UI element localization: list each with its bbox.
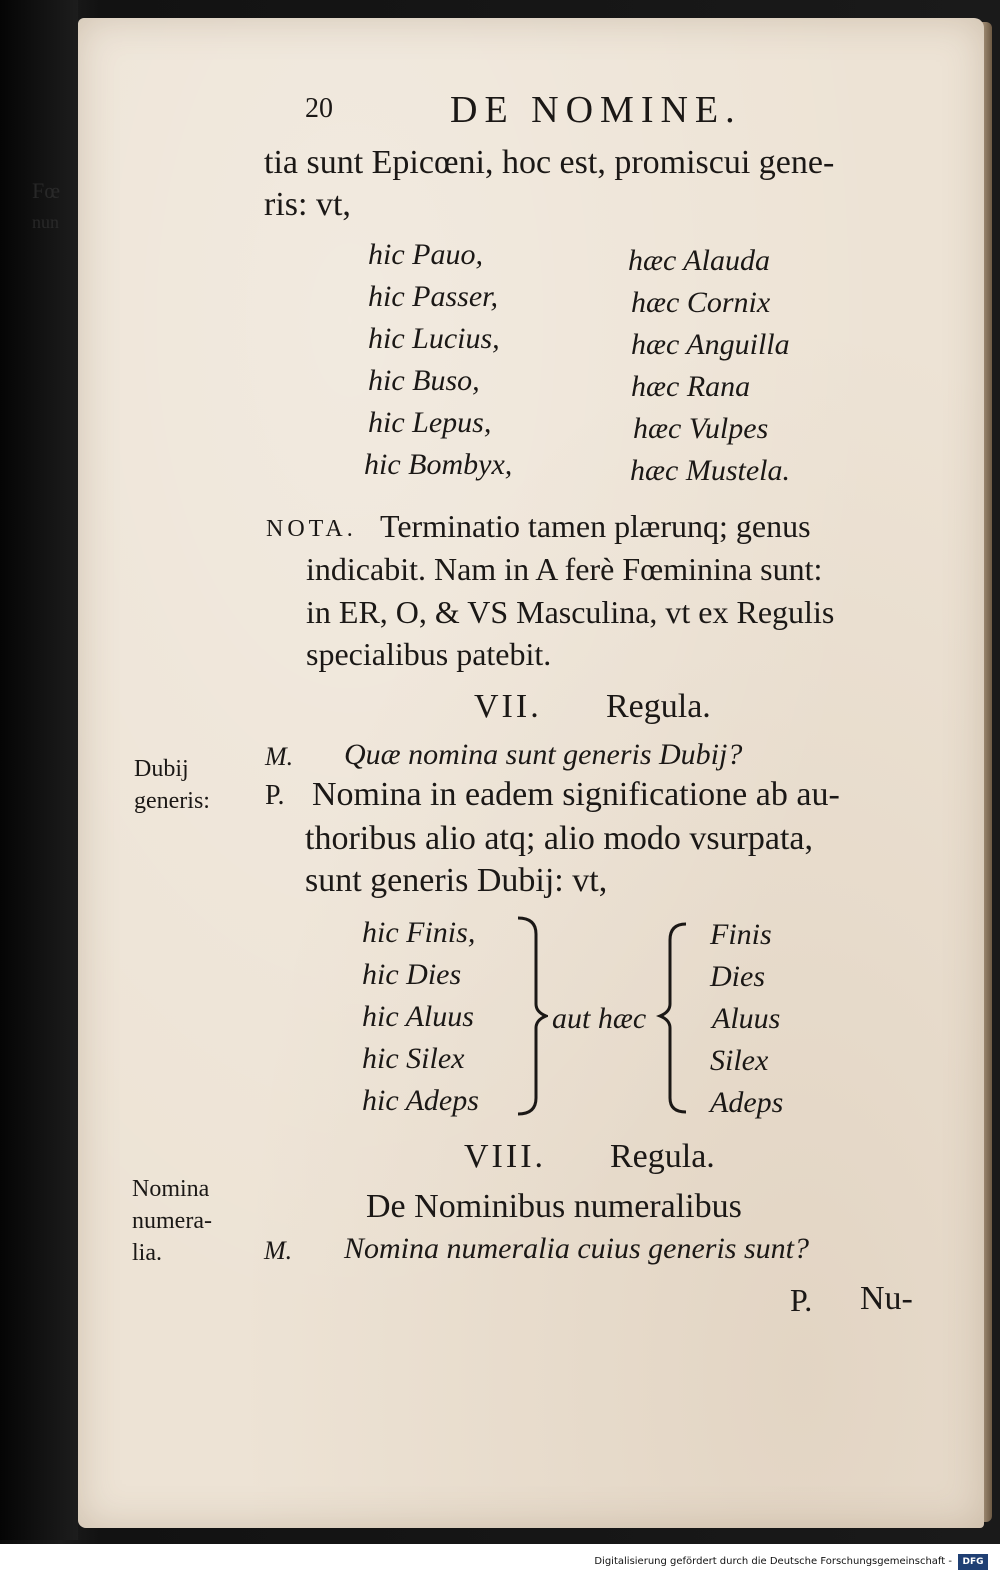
dubia-left-2: hic Dies bbox=[362, 958, 462, 991]
epicoena-right-2: hæc Cornix bbox=[631, 286, 771, 319]
catchword: Nu- bbox=[860, 1280, 913, 1317]
dubia-connector: aut hæc bbox=[552, 1002, 647, 1035]
rule-7-answer-line-2: thoribus alio atq; alio modo vsurpata, bbox=[305, 820, 814, 857]
rule-7-answer-speaker: P. bbox=[265, 780, 285, 811]
rule-8-title: Regula. bbox=[610, 1138, 715, 1175]
nota-line-1: Terminatio tamen plærunq; genus bbox=[380, 508, 811, 544]
epicoena-left-6: hic Bombyx, bbox=[364, 448, 513, 481]
footer-credit: Digitalisierung gefördert durch die Deutsche Forschungsgemeinschaft - bbox=[594, 1556, 952, 1567]
catchword-speaker: P. bbox=[790, 1282, 813, 1318]
running-title: DE NOMINE. bbox=[450, 89, 742, 131]
epicoena-right-3: hæc Anguilla bbox=[631, 328, 790, 361]
intro-line-2: ris: vt, bbox=[264, 186, 351, 223]
epicoena-left-5: hic Lepus, bbox=[368, 406, 492, 439]
margin-note-nomina-1: Nomina bbox=[132, 1176, 210, 1202]
rule-7-question: Quæ nomina sunt generis Dubij? bbox=[344, 738, 743, 771]
dubia-left-4: hic Silex bbox=[362, 1042, 465, 1075]
epicoena-right-6: hæc Mustela. bbox=[630, 454, 790, 487]
nota-line-4: specialibus patebit. bbox=[306, 636, 552, 672]
nota-line-2: indicabit. Nam in A ferè Fœminina sunt: bbox=[306, 551, 823, 587]
rule-7-title: Regula. bbox=[606, 688, 711, 725]
rule-7-answer-line-3: sunt generis Dubij: vt, bbox=[305, 862, 608, 899]
rule-7-numeral: VII. bbox=[474, 688, 542, 725]
rule-8-question-speaker: M. bbox=[264, 1236, 293, 1265]
margin-note-nomina-3: lia. bbox=[132, 1240, 162, 1266]
epicoena-right-5: hæc Vulpes bbox=[633, 412, 769, 445]
dubia-right-1: Finis bbox=[710, 918, 772, 951]
digitization-footer bbox=[0, 1544, 1000, 1584]
margin-note-dubij-1: Dubij bbox=[134, 756, 189, 782]
dfg-logo: DFG bbox=[958, 1554, 988, 1570]
dubia-left-1: hic Finis, bbox=[362, 916, 476, 949]
rule-7-answer-line-1: Nomina in eadem significatione ab au- bbox=[312, 776, 840, 813]
dubia-left-5: hic Adeps bbox=[362, 1084, 479, 1117]
nota-line-3: in ER, O, & VS Masculina, vt ex Regulis bbox=[306, 594, 835, 630]
epicoena-right-1: hæc Alauda bbox=[628, 244, 770, 277]
epicoena-right-4: hæc Rana bbox=[631, 370, 751, 403]
bleed-through-text-2: nun bbox=[32, 212, 59, 232]
margin-note-nomina-2: numera- bbox=[132, 1208, 212, 1234]
intro-line-1: tia sunt Epicœni, hoc est, promiscui gene- bbox=[264, 144, 835, 181]
epicoena-left-2: hic Passer, bbox=[368, 280, 498, 313]
rule-8-question: Nomina numeralia cuius generis sunt? bbox=[344, 1232, 809, 1265]
dubia-right-5: Adeps bbox=[710, 1086, 784, 1119]
dubia-right-2: Dies bbox=[710, 960, 765, 993]
left-brace-right-group bbox=[656, 912, 696, 1122]
page-number: 20 bbox=[305, 93, 333, 124]
bleed-through-text-1: Fœ bbox=[32, 178, 61, 203]
epicoena-left-4: hic Buso, bbox=[368, 364, 480, 397]
nota-label: NOTA. bbox=[266, 516, 357, 542]
dubia-right-3: Aluus bbox=[712, 1002, 781, 1035]
dubia-left-3: hic Aluus bbox=[362, 1000, 474, 1033]
rule-7-question-speaker: M. bbox=[265, 742, 294, 771]
epicoena-left-3: hic Lucius, bbox=[368, 322, 500, 355]
book-page bbox=[78, 18, 984, 1528]
dubia-right-4: Silex bbox=[710, 1044, 769, 1077]
epicoena-left-1: hic Pauo, bbox=[368, 238, 483, 271]
rule-8-numeral: VIII. bbox=[464, 1138, 547, 1175]
rule-8-subtitle: De Nominibus numeralibus bbox=[366, 1188, 742, 1225]
margin-note-dubij-2: generis: bbox=[134, 788, 210, 814]
right-brace-left-group bbox=[508, 912, 548, 1122]
